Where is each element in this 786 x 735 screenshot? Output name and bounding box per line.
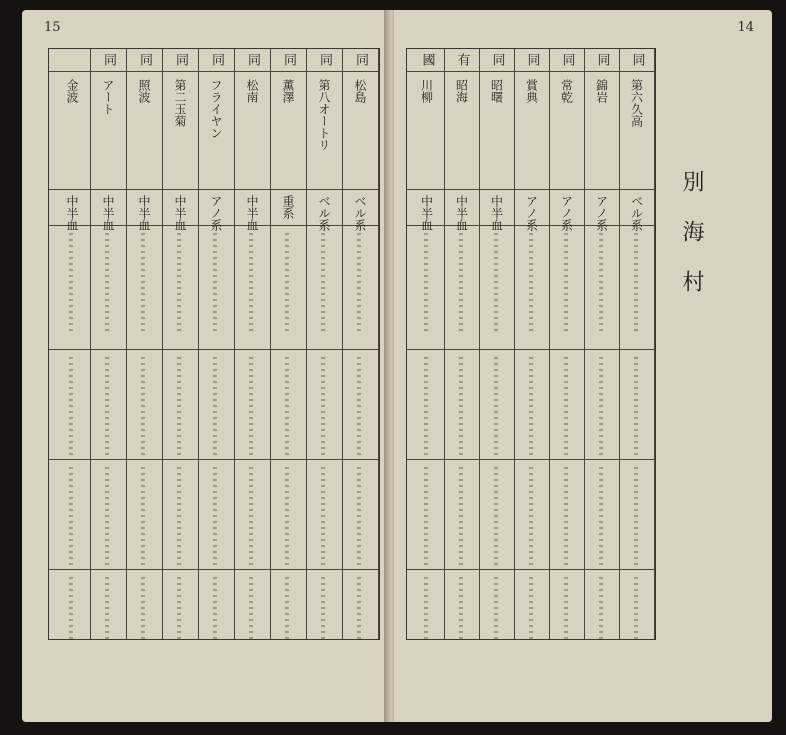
illegible-text xyxy=(213,467,217,569)
horse-name: 薫澤 xyxy=(281,79,295,103)
table-column xyxy=(585,49,620,639)
illegible-text xyxy=(105,233,109,335)
header-mark: 同 xyxy=(281,53,296,66)
illegible-text xyxy=(105,577,109,641)
table-column xyxy=(515,49,550,639)
illegible-text xyxy=(634,357,638,459)
illegible-text xyxy=(564,357,568,459)
illegible-text xyxy=(321,357,325,459)
illegible-text xyxy=(141,467,145,569)
horse-name: フライヤン xyxy=(209,79,223,139)
table-column xyxy=(91,49,127,639)
illegible-text xyxy=(357,467,361,569)
illegible-text xyxy=(105,467,109,569)
illegible-text xyxy=(177,467,181,569)
illegible-text xyxy=(321,577,325,641)
illegible-text xyxy=(249,467,253,569)
illegible-text xyxy=(459,357,463,459)
breed-label: アノ系 xyxy=(594,195,609,231)
breed-label: 中半血 xyxy=(419,195,434,231)
illegible-text xyxy=(69,577,73,641)
table-column xyxy=(55,49,91,639)
illegible-text xyxy=(424,577,428,641)
registry-table-right xyxy=(406,48,656,640)
header-mark: 同 xyxy=(317,53,332,66)
illegible-text xyxy=(69,233,73,335)
header-mark: 同 xyxy=(245,53,260,66)
page-number-left: 15 xyxy=(44,20,61,35)
illegible-text xyxy=(424,233,428,335)
right-page xyxy=(394,10,772,722)
illegible-text xyxy=(357,357,361,459)
illegible-text xyxy=(634,233,638,335)
illegible-text xyxy=(69,357,73,459)
horse-name: 川柳 xyxy=(419,79,434,103)
header-mark: 同 xyxy=(594,53,610,66)
table-column xyxy=(480,49,515,639)
horse-name: 常乾 xyxy=(559,79,574,103)
table-column xyxy=(235,49,271,639)
horse-name: 第八オートリ xyxy=(317,79,331,151)
horse-name: 第二玉菊 xyxy=(173,79,187,127)
illegible-text xyxy=(424,357,428,459)
breed-label: ベル系 xyxy=(317,195,331,231)
horse-name: 金波 xyxy=(65,79,79,103)
illegible-text xyxy=(494,577,498,641)
registry-table-left xyxy=(48,48,380,640)
header-mark: 有 xyxy=(454,53,470,66)
header-mark: 同 xyxy=(629,53,645,66)
illegible-text xyxy=(177,233,181,335)
header-mark: 同 xyxy=(209,53,224,66)
illegible-text xyxy=(105,357,109,459)
breed-label: アノ系 xyxy=(524,195,539,231)
table-column xyxy=(271,49,307,639)
illegible-text xyxy=(177,577,181,641)
table-column xyxy=(550,49,585,639)
table-column xyxy=(343,49,379,639)
horse-name: 昭海 xyxy=(454,79,469,103)
illegible-text xyxy=(285,467,289,569)
illegible-text xyxy=(424,467,428,569)
illegible-text xyxy=(564,577,568,641)
illegible-text xyxy=(529,233,533,335)
illegible-text xyxy=(249,577,253,641)
page-number-right: 14 xyxy=(737,20,754,35)
breed-label: アノ系 xyxy=(559,195,574,231)
illegible-text xyxy=(357,233,361,335)
breed-label: 中半血 xyxy=(101,195,115,231)
breed-label: 中半血 xyxy=(489,195,504,231)
horse-name: 照波 xyxy=(137,79,151,103)
illegible-text xyxy=(634,577,638,641)
illegible-text xyxy=(213,233,217,335)
illegible-text xyxy=(599,577,603,641)
illegible-text xyxy=(529,357,533,459)
illegible-text xyxy=(494,357,498,459)
illegible-text xyxy=(249,233,253,335)
illegible-text xyxy=(529,467,533,569)
breed-label: 中半血 xyxy=(454,195,469,231)
illegible-text xyxy=(529,577,533,641)
illegible-text xyxy=(285,577,289,641)
table-column xyxy=(127,49,163,639)
breed-label: ベル系 xyxy=(353,195,367,231)
illegible-text xyxy=(213,577,217,641)
table-column xyxy=(410,49,445,639)
illegible-text xyxy=(177,357,181,459)
illegible-text xyxy=(285,233,289,335)
breed-label: ベル系 xyxy=(629,195,644,231)
illegible-text xyxy=(321,467,325,569)
illegible-text xyxy=(634,467,638,569)
breed-label: 中半血 xyxy=(65,195,79,231)
illegible-text xyxy=(459,467,463,569)
header-mark: 同 xyxy=(559,53,575,66)
illegible-text xyxy=(459,577,463,641)
illegible-text xyxy=(249,357,253,459)
horse-name: 第六久高 xyxy=(629,79,644,127)
breed-label: 中半血 xyxy=(137,195,151,231)
horse-name: 松島 xyxy=(353,79,367,103)
illegible-text xyxy=(141,233,145,335)
illegible-text xyxy=(141,357,145,459)
illegible-text xyxy=(357,577,361,641)
illegible-text xyxy=(141,577,145,641)
illegible-text xyxy=(69,467,73,569)
table-column xyxy=(163,49,199,639)
horse-name: アート xyxy=(101,79,115,115)
left-page xyxy=(22,10,390,722)
illegible-text xyxy=(321,233,325,335)
header-mark: 同 xyxy=(524,53,540,66)
horse-name: 錦岩 xyxy=(594,79,609,103)
illegible-text xyxy=(564,467,568,569)
section-title: 別海村 xyxy=(679,170,704,320)
table-column xyxy=(620,49,655,639)
horse-name: 松南 xyxy=(245,79,259,103)
illegible-text xyxy=(213,357,217,459)
header-mark: 國 xyxy=(419,53,435,66)
illegible-text xyxy=(599,233,603,335)
breed-label: 中半血 xyxy=(173,195,187,231)
header-mark: 同 xyxy=(101,53,116,66)
header-mark: 同 xyxy=(353,53,368,66)
illegible-text xyxy=(599,357,603,459)
illegible-text xyxy=(494,233,498,335)
header-mark: 同 xyxy=(173,53,188,66)
horse-name: 昭曙 xyxy=(489,79,504,103)
illegible-text xyxy=(285,357,289,459)
illegible-text xyxy=(599,467,603,569)
breed-label: 重系 xyxy=(281,195,295,219)
illegible-text xyxy=(564,233,568,335)
header-mark: 同 xyxy=(137,53,152,66)
illegible-text xyxy=(494,467,498,569)
breed-label: 中半血 xyxy=(245,195,259,231)
table-column xyxy=(445,49,480,639)
illegible-text xyxy=(459,233,463,335)
header-mark: 同 xyxy=(489,53,505,66)
horse-name: 賞典 xyxy=(524,79,539,103)
breed-label: アノ系 xyxy=(209,195,223,231)
